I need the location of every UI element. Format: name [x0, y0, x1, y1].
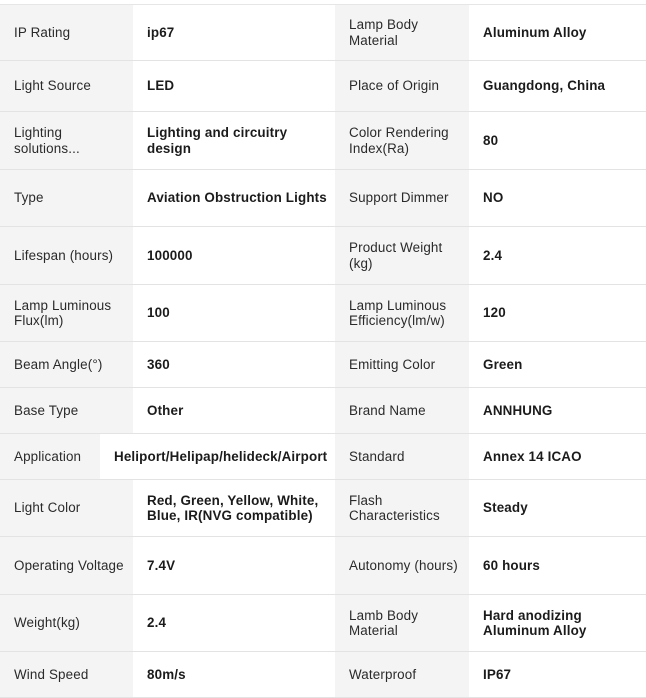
spec-row [0, 652, 646, 698]
spec-key: Standard [335, 434, 469, 479]
spec-value: 120 [469, 285, 646, 341]
spec-value: 100000 [133, 227, 335, 284]
spec-key: IP Rating [0, 5, 133, 60]
spec-key: Emitting Color [335, 342, 469, 387]
spec-value: 2.4 [469, 227, 646, 284]
spec-key: Waterproof [335, 652, 469, 697]
spec-value: LED [133, 61, 335, 111]
spec-row [0, 434, 646, 480]
spec-value: ANNHUNG [469, 388, 646, 433]
spec-value: 80 [469, 112, 646, 169]
spec-key: Support Dimmer [335, 170, 469, 226]
spec-key: Lamb Body Material [335, 595, 469, 651]
spec-value: Annex 14 ICAO [469, 434, 646, 479]
spec-key: Beam Angle(°) [0, 342, 133, 387]
spec-row [0, 170, 646, 227]
spec-key: Light Source [0, 61, 133, 111]
spec-value: Heliport/Helipap/helideck/Airport [100, 434, 335, 479]
spec-value: 2.4 [133, 595, 335, 651]
spec-key: Product Weight (kg) [335, 227, 469, 284]
spec-key: Lighting solutions... [0, 112, 133, 169]
spec-row [0, 61, 646, 112]
spec-table [0, 4, 646, 698]
spec-value: NO [469, 170, 646, 226]
spec-key: Color Rendering Index(Ra) [335, 112, 469, 169]
spec-value: 80m/s [133, 652, 335, 697]
spec-key: Autonomy (hours) [335, 537, 469, 594]
spec-row [0, 5, 646, 61]
spec-key: Place of Origin [335, 61, 469, 111]
spec-key: Flash Characteristics [335, 480, 469, 536]
spec-value: Lighting and circuitry design [133, 112, 335, 169]
spec-value-text: Hard anodizing Aluminum Alloy [483, 607, 587, 638]
spec-row [0, 227, 646, 285]
spec-key: Application [0, 434, 133, 479]
spec-row [0, 112, 646, 170]
spec-key: Brand Name [335, 388, 469, 433]
spec-row [0, 480, 646, 537]
spec-value: Green [469, 342, 646, 387]
spec-key: Lamp Body Material [335, 5, 469, 60]
spec-key: Weight(kg) [0, 595, 133, 651]
spec-key: Light Color [0, 480, 133, 536]
spec-value: 100 [133, 285, 335, 341]
spec-value: Aviation Obstruction Lights [133, 170, 335, 226]
spec-value: 7.4V [133, 537, 335, 594]
spec-key: Operating Voltage [0, 537, 133, 594]
spec-value: Steady [469, 480, 646, 536]
spec-value: Red, Green, Yellow, White, Blue, IR(NVG compatible) [133, 480, 335, 536]
spec-key: Type [0, 170, 133, 226]
spec-value: Other [133, 388, 335, 433]
spec-value [469, 595, 646, 651]
spec-value: 60 hours [469, 537, 646, 594]
spec-row [0, 537, 646, 595]
spec-row [0, 595, 646, 652]
spec-value: Aluminum Alloy [469, 5, 646, 60]
spec-value: IP67 [469, 652, 646, 697]
spec-row [0, 285, 646, 342]
spec-value: 360 [133, 342, 335, 387]
spec-key: Wind Speed [0, 652, 133, 697]
spec-key: Base Type [0, 388, 133, 433]
spec-row [0, 342, 646, 388]
spec-key: Lamp Luminous Flux(lm) [0, 285, 133, 341]
spec-key: Lifespan (hours) [0, 227, 133, 284]
spec-key: Lamp Luminous Efficiency(lm/w) [335, 285, 469, 341]
spec-value: ip67 [133, 5, 335, 60]
spec-value: Guangdong, China [469, 61, 646, 111]
spec-row [0, 388, 646, 434]
